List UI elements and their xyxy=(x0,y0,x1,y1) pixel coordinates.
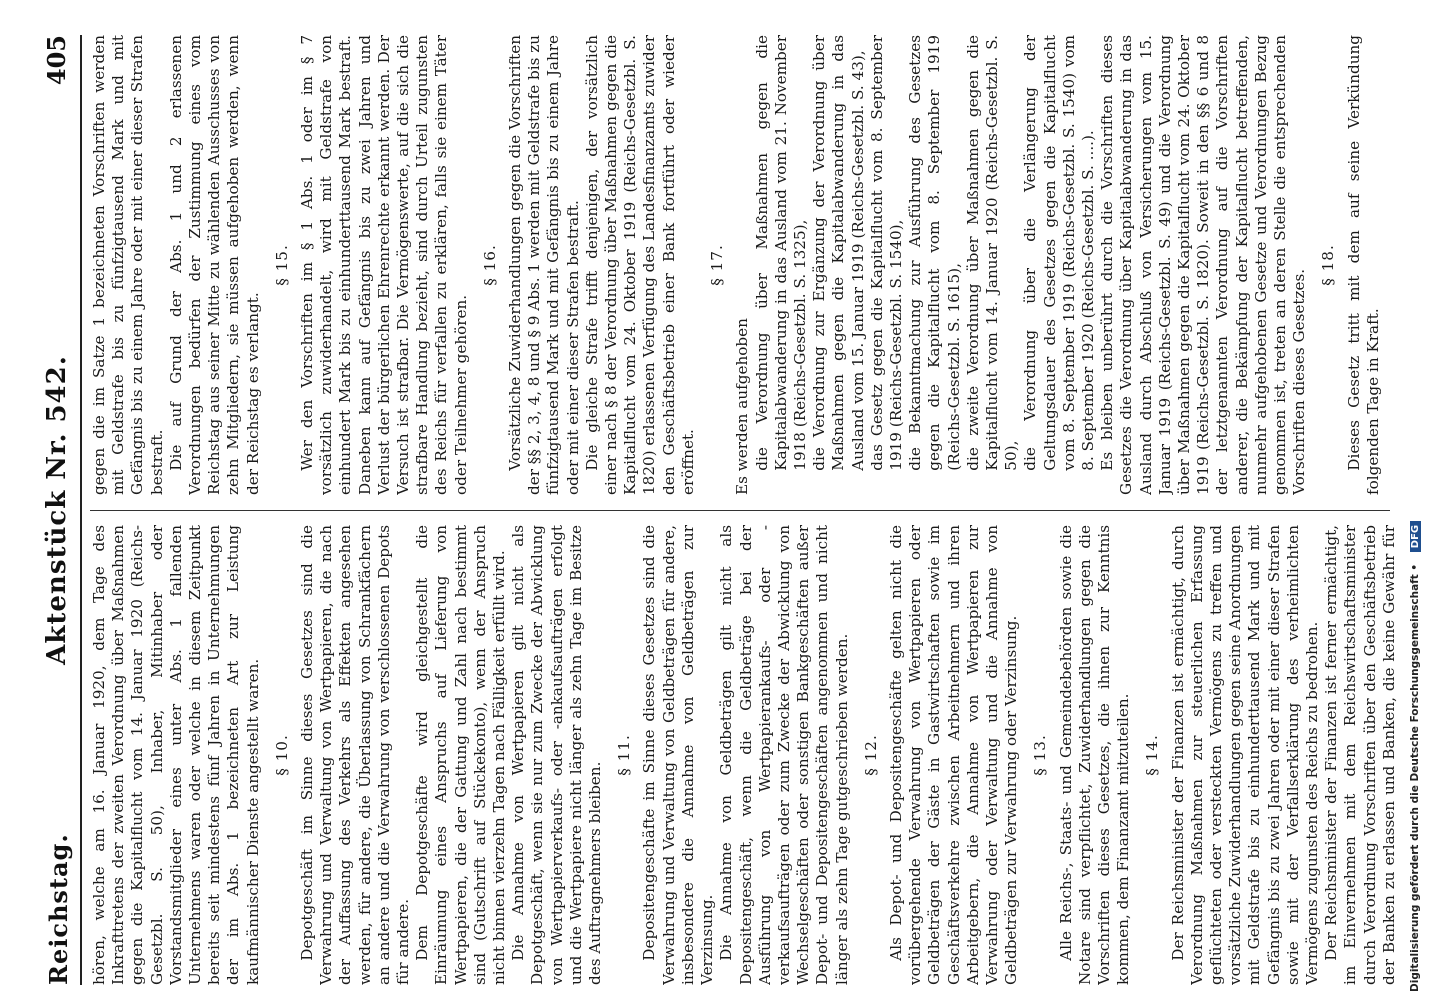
section-heading: § 15. xyxy=(272,244,291,286)
page-header xyxy=(40,35,80,985)
header-section-title: Reichstag. xyxy=(44,833,73,985)
digitization-sidenote xyxy=(1402,10,1432,990)
section-heading: § 12. xyxy=(861,734,880,776)
paragraph: Die gleiche Strafe trifft denjenigen, der vorsätzlich einer nach § 8 der Verordnung über Maßnahmen gegen die Kapitalflucht vom 24. Oktober 1919 (Reichs-Gesetzbl. S. 1820) erlassenen Verfügung des Landesfinanzamts zuwider den Geschäftsbetrieb einer Bank fortführt oder wieder eröffnet. xyxy=(582,35,697,495)
paragraph: hören, welche am 16. Januar 1920, dem Tage des Inkrafttretens der zweiten Verordnung über Maßnahmen gegen die Kapitalflucht vom 14. Januar 1920 (Reichs-Gesetzbl. S. 50), Inhaber, Mitinhaber oder Vorstandsmitglieder eines unter Abs. 1 fallenden Unternehmens waren oder welche in diesem Zeitpunkt bereits seit mindestens fünf Jahren in Unternehmungen der im Abs. 1 bezeichneten Art zur Leistung kaufmännischer Dienste angestellt waren. xyxy=(90,525,262,985)
paragraph: Der Reichsminister der Finanzen ist ferner ermächtigt, im Einvernehmen mit dem Reichswirtschaftsminister durch Verordnung Vorschriften über den Geschäftsbetrieb der Banken zu erlassen und Banken, die keine Gewähr für xyxy=(1322,525,1398,985)
paragraph: Es werden aufgehoben xyxy=(733,318,752,495)
column-divider xyxy=(90,510,1390,511)
header-document-title: Aktenstück Nr. 542. xyxy=(42,355,72,665)
paragraph: Die auf Grund der Abs. 1 und 2 erlassenen Verordnungen bedürfen der Zustimmung eines vom Reichstag aus seiner Mitte zu wählenden Ausschusses von zehn Mitgliedern, sie müssen aufgehoben werden, wenn der Reichstag es verlangt. xyxy=(166,35,262,495)
paragraph: gegen die im Satze 1 bezeichneten Vorschriften werden mit Geldstrafe bis zu fünfzigtausend Mark und mit Gefängnis bis zu einem Jahre oder mit einer dieser Strafen bestraft. xyxy=(90,35,166,495)
page-number: 405 xyxy=(42,35,71,86)
list-item: die Verordnung über Maßnahmen gegen die Kapitalabwanderung in das Ausland vom 21. November 1918 (Reichs-Gesetzbl. S. 1325), xyxy=(752,35,809,471)
list-item: die Verordnung über die Verlängerung der Geltungsdauer des Gesetzes gegen die Kapitalflucht vom 8. September 1919 (Reichs-Gesetzbl. S. 1540) vom 8. September 1920 (Reichs-Gesetzbl. S. ....). xyxy=(1021,35,1097,471)
section-heading: § 18. xyxy=(1319,244,1338,286)
paragraph: Vorsätzliche Zuwiderhandlungen gegen die Vorschriften der §§ 2, 3, 4, 8 und § 9 Abs. 1 werden mit Geldstrafe bis zu fünfzigtausend Mark und mit Gefängnis bis zu einem Jahre oder mit einer dieser Strafen bestraft. xyxy=(506,35,582,495)
paragraph: Die Annahme von Wertpapieren gilt nicht als Depotgeschäft, wenn sie nur zum Zwecke der Abwicklung von Wertpapierverkaufs- oder -ankaufsaufträgen erfolgt und die Wertpapiere nicht länger als zehn Tage im Besitze des Auftragnehmers bleiben. xyxy=(509,525,605,985)
section-heading: § 16. xyxy=(480,244,499,286)
paragraph: Dieses Gesetz tritt mit dem auf seine Verkündung folgenden Tage in Kraft. xyxy=(1344,35,1382,495)
right-text-column xyxy=(90,35,1400,495)
section-heading: § 11. xyxy=(615,734,634,776)
paragraph: Es bleiben unberührt durch die Vorschriften dieses Gesetzes die Verordnung über Kapitalabwanderung in das Ausland durch Abschluß von Versicherungen vom 15. Januar 1919 (Reichs-Gesetzbl. S. 49) und die Verordnung über Maßnahmen gegen die Kapitalflucht vom 24. Oktober 1919 (Reichs-Gesetzbl. S. 1820). Soweit in den §§ 6 und 8 der letztgenannten Verordnung auf die Vorschriften anderer, die Bekämpfung der Kapitalflucht betreffenden, nunmehr aufgehobenen Gesetze und Verordnungen Bezug genommen ist, treten an deren Stelle die entsprechenden Vorschriften dieses Gesetzes. xyxy=(1098,35,1309,495)
dfg-logo: DFG xyxy=(1410,521,1421,552)
paragraph: Depotgeschäft im Sinne dieses Gesetzes sind die Verwahrung und Verwaltung von Wertpapieren, die nach der Auffassung des Verkehrs als Effekten angesehen werden, für andere, die Überlassung von Schrankfächern an andere und die Verwahrung von verschlossenen Depots für andere. xyxy=(298,525,413,985)
section-heading: § 10. xyxy=(272,734,291,776)
paragraph: Als Depot- und Depositengeschäfte gelten nicht die vorübergehende Verwahrung von Wertpapieren oder Geldbeträgen der Gäste in Gastwirtschaften sowie im Geschäftsverkehre zwischen Arbeitnehmern und ihren Arbeitgebern, die Annahme von Wertpapieren zur Verwahrung oder Verwaltung und die Annahme von Geldbeträgen zur Verwahrung oder Verzinsung. xyxy=(886,525,1021,985)
list-item: die zweite Verordnung über Maßnahmen gegen die Kapitalflucht vom 14. Januar 1920 (Reichs-Gesetzbl. S. 50), xyxy=(963,35,1021,471)
paragraph: Der Reichsminister der Finanzen ist ermächtigt, durch Verordnung Maßnahmen zur steuerlichen Erfassung geflüchteten oder versteckten Vermögens zu treffen und vorsätzliche Zuwiderhandlungen gegen seine Anordnungen mit Geldstrafe bis zu einhunderttausend Mark und mit Gefängnis bis zu zwei Jahren oder mit einer dieser Strafen sowie mit der Verfallserklärung des verheimlichten Vermögens zugunsten des Reichs zu bedrohen. xyxy=(1168,525,1321,985)
paragraph: Depositengeschäfte im Sinne dieses Gesetzes sind die Verwahrung und Verwaltung von Geldbeträgen für andere, insbesondere die Annahme von Geldbeträgen zur Verzinsung. xyxy=(640,525,717,985)
list-item: das Gesetz gegen die Kapitalflucht vom 8. September 1919 (Reichs-Gesetzbl. S. 1540), xyxy=(867,35,905,471)
section-heading: § 14. xyxy=(1143,734,1162,776)
section-heading: § 13. xyxy=(1031,734,1050,776)
list-item: die Bekanntmachung zur Ausführung des Gesetzes gegen die Kapitalflucht vom 8. September 1919 (Reichs-Gesetzbl. S. 1615), xyxy=(906,35,963,471)
list-item: die Verordnung zur Ergänzung der Verordnung über Maßnahmen gegen die Kapitalabwanderung in das Ausland vom 15. Januar 1919 (Reichs-Gesetzbl. S. 43), xyxy=(810,35,867,471)
left-text-column xyxy=(90,525,1400,985)
rotated-page xyxy=(40,35,1410,985)
header-rule xyxy=(80,35,82,985)
paragraph: Dem Depotgeschäfte wird gleichgestellt die Einräumung eines Anspruchs auf Lieferung von Wertpapieren, die der Gattung und Zahl nach bestimmt sind (Gutschrift auf Stückekonto), wenn der Anspruch nicht binnen vierzehn Tagen nach Fälligkeit erfüllt wird. xyxy=(413,525,509,985)
paragraph: Wer den Vorschriften im § 1 Abs. 1 oder im § 7 vorsätzlich zuwiderhandelt, wird mit Geldstrafe von einhundert Mark bis zu einhunderttausend Mark bestraft. Daneben kann auf Gefängnis bis zu zwei Jahren und Verlust der bürgerlichen Ehrenrechte erkannt werden. Der Versuch ist strafbar. Die Vermögenswerte, auf die sich die strafbare Handlung bezieht, sind durch Urteil zugunsten des Reichs für verfallen zu erklären, falls sie einem Täter oder Teilnehmer gehören. xyxy=(298,35,470,495)
section-heading: § 17. xyxy=(708,244,727,286)
paragraph: Die Annahme von Geldbeträgen gilt nicht als Depositengeschäft, wenn die Geldbeträge bei der Ausführung von Wertpapierankaufs- oder -verkaufsaufträgen oder zum Zwecke der Abwicklung von Wechselgeschäften oder sonstigen Bankgeschäften außer Depot- und Depositengeschäften angenommen und nicht länger als zehn Tage gutgeschrieben werden. xyxy=(717,525,851,985)
sidenote-text: Digitalisierung gefördert durch die Deutsche Forschungsgemeinschaft • xyxy=(1409,563,1421,992)
paragraph: Alle Reichs-, Staats- und Gemeindebehörden sowie die Notare sind verpflichtet, Zuwiderhandlungen gegen die Vorschriften dieses Gesetzes, die ihnen zur Kenntnis kommen, dem Finanzamt mitzuteilen. xyxy=(1056,525,1133,985)
